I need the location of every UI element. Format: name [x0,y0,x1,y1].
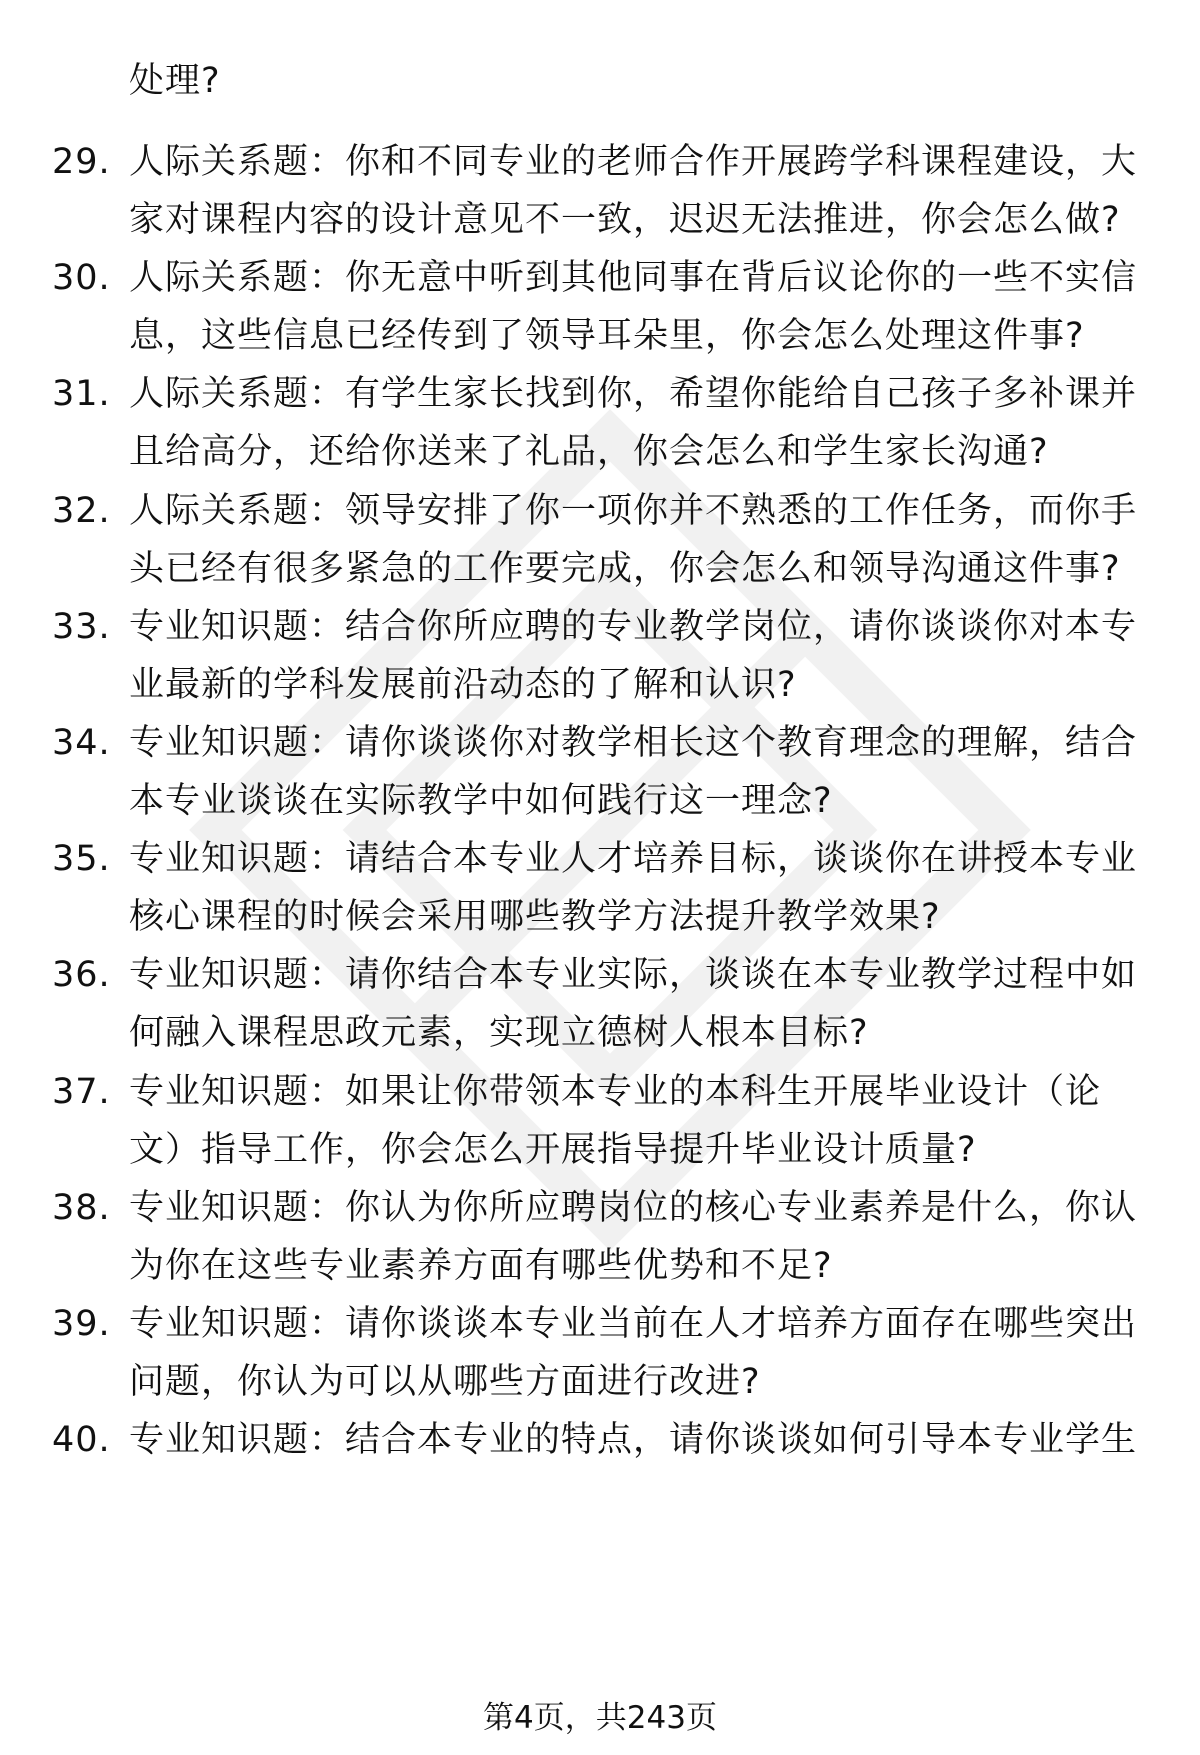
question-number: 32. [52,491,111,531]
question-number: 31. [52,374,111,414]
question-text-line: 专业知识题：请你结合本专业实际，谈谈在本专业教学过程中如 [129,955,1138,995]
question-number: 35. [52,839,111,879]
question-text-line: 息，这些信息已经传到了领导耳朵里，你会怎么处理这件事? [129,316,1085,356]
question-number: 40. [52,1420,111,1460]
question-text-line: 人际关系题：领导安排了你一项你并不熟悉的工作任务，而你手 [129,491,1138,531]
question-text-line: 专业知识题：你认为你所应聘岗位的核心专业素养是什么，你认 [129,1188,1138,1228]
question-number: 36. [52,955,111,995]
question-number: 33. [52,607,111,647]
question-text-line: 何融入课程思政元素，实现立德树人根本目标? [129,1013,869,1053]
question-item [0,946,1200,1062]
question-item [0,1179,1200,1295]
question-number: 37. [52,1072,111,1112]
question-item [0,598,1200,714]
question-number: 30. [52,258,111,298]
question-item [0,1411,1200,1527]
question-item [0,249,1200,365]
question-text-line: 且给高分，还给你送来了礼品，你会怎么和学生家长沟通? [129,432,1049,472]
question-text-line: 核心课程的时候会采用哪些教学方法提升教学效果? [129,897,941,937]
question-item [0,1063,1200,1179]
question-text-line: 业最新的学科发展前沿动态的了解和认识? [129,665,797,705]
question-text-line: 问题，你认为可以从哪些方面进行改进? [129,1362,761,1402]
question-item [0,365,1200,481]
question-text-line: 人际关系题：有学生家长找到你，希望你能给自己孩子多补课并 [129,374,1138,414]
question-text-line: 专业知识题：如果让你带领本专业的本科生开展毕业设计（论 [129,1072,1102,1112]
question-item [0,830,1200,946]
question-text-line: 专业知识题：结合本专业的特点，请你谈谈如何引导本专业学生 [129,1420,1138,1460]
question-text-line: 专业知识题：请结合本专业人才培养目标，谈谈你在讲授本专业 [129,839,1138,879]
question-text-line: 头已经有很多紧急的工作要完成，你会怎么和领导沟通这件事? [129,549,1121,589]
question-text-line: 文）指导工作，你会怎么开展指导提升毕业设计质量? [129,1130,977,1170]
question-item [0,133,1200,249]
question-number: 29. [52,142,111,182]
question-text-line: 人际关系题：你和不同专业的老师合作开展跨学科课程建设，大 [129,142,1138,182]
question-item [0,1295,1200,1411]
question-text-line: 本专业谈谈在实际教学中如何践行这一理念? [129,781,833,821]
question-text-line: 为你在这些专业素养方面有哪些优势和不足? [129,1246,833,1286]
question-text-line: 家对课程内容的设计意见不一致，迟迟无法推进，你会怎么做? [129,200,1121,240]
question-item [0,714,1200,830]
question-item [0,482,1200,598]
question-number: 39. [52,1304,111,1344]
question-text-line: 专业知识题：请你谈谈本专业当前在人才培养方面存在哪些突出 [129,1304,1138,1344]
question-number: 38. [52,1188,111,1228]
question-text-line: 专业知识题：结合你所应聘的专业教学岗位，请你谈谈你对本专 [129,607,1138,647]
page-footer: 第4页，共243页 [483,1700,717,1736]
continued-question-text: 处理? [129,61,221,101]
question-text-line: 专业知识题：请你谈谈你对教学相长这个教育理念的理解，结合 [129,723,1138,763]
question-text-line: 人际关系题：你无意中听到其他同事在背后议论你的一些不实信 [129,258,1138,298]
question-number: 34. [52,723,111,763]
